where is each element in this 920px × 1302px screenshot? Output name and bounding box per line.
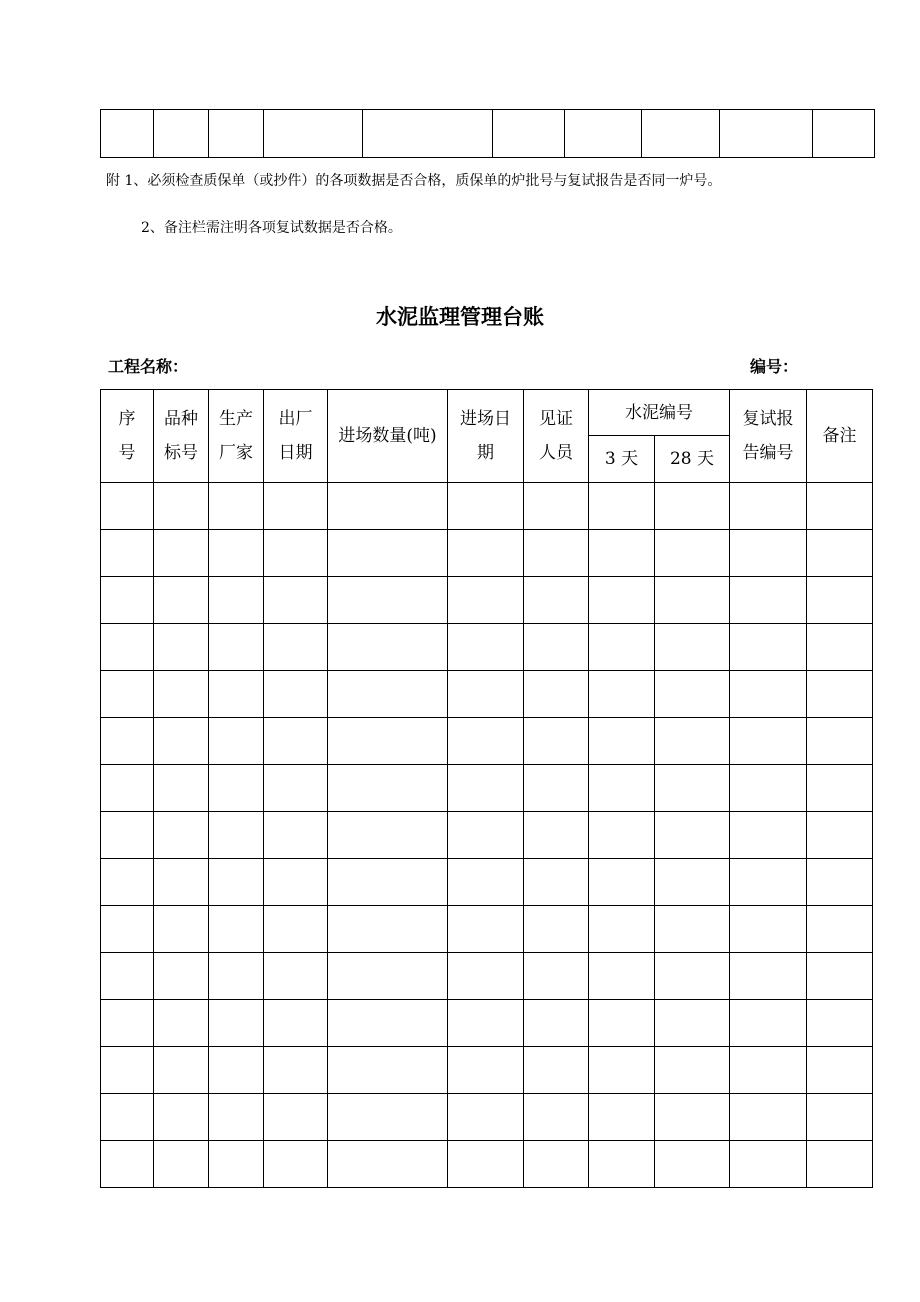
table-cell: [807, 530, 873, 577]
number-label: 编号：: [750, 357, 799, 376]
table-cell: [101, 530, 154, 577]
table-cell: [589, 812, 655, 859]
table-cell: [655, 953, 730, 1000]
table-row: [101, 718, 873, 765]
table-cell: [524, 765, 589, 812]
table-row: [101, 1047, 873, 1094]
table-cell: [328, 624, 448, 671]
header-28-day: 28 天: [655, 436, 730, 483]
table-cell: [209, 718, 264, 765]
table-cell: [101, 577, 154, 624]
table-cell: [154, 530, 209, 577]
table-cell: [209, 1047, 264, 1094]
table-cell: [807, 812, 873, 859]
table-cell: [209, 906, 264, 953]
table-cell: [524, 483, 589, 530]
table-cell: [209, 577, 264, 624]
table-cell: [264, 812, 328, 859]
header-quantity: 进场数量(吨): [328, 390, 448, 483]
header-cement-no: 水泥编号: [589, 390, 730, 436]
table-cell: [154, 671, 209, 718]
table-cell: [524, 577, 589, 624]
cement-ledger-table: [100, 389, 873, 1188]
table-cell: [524, 671, 589, 718]
table-cell: [264, 1141, 328, 1188]
table-cell: [524, 953, 589, 1000]
table-cell: [589, 624, 655, 671]
table-cell: [264, 765, 328, 812]
table-cell: [807, 1047, 873, 1094]
table-cell: [730, 577, 807, 624]
table-cell: [655, 812, 730, 859]
table-cell: [264, 718, 328, 765]
table-cell: [264, 1047, 328, 1094]
table-cell: [807, 624, 873, 671]
table-cell: [264, 1094, 328, 1141]
table-cell: [328, 530, 448, 577]
table-cell: [264, 671, 328, 718]
table-cell: [448, 906, 524, 953]
table-cell: [154, 1000, 209, 1047]
table-cell: [589, 1047, 655, 1094]
table-cell: [328, 906, 448, 953]
table-cell: [328, 1094, 448, 1141]
table-cell: [209, 530, 264, 577]
table-cell: [730, 671, 807, 718]
table-cell: [101, 671, 154, 718]
header-seq: 序 号: [101, 390, 154, 483]
table-cell: [524, 718, 589, 765]
table-cell: [730, 718, 807, 765]
table-cell: [448, 483, 524, 530]
table-cell: [730, 859, 807, 906]
table-cell: [328, 718, 448, 765]
table-cell: [154, 1094, 209, 1141]
table-cell: [448, 1047, 524, 1094]
table-cell: [524, 1047, 589, 1094]
table-cell: [209, 624, 264, 671]
table-cell: [589, 906, 655, 953]
table-cell: [655, 859, 730, 906]
note-1: 附 1、必须检查质保单（或抄件）的各项数据是否合格，质保单的炉批号与复试报告是否同一炉号。: [106, 173, 722, 189]
table-cell: [448, 1000, 524, 1047]
header-row: [101, 390, 873, 436]
table-cell: [328, 765, 448, 812]
table-cell: [101, 765, 154, 812]
table-cell: [807, 1094, 873, 1141]
table-row: [101, 953, 873, 1000]
header-witness: 见证 人员: [524, 390, 589, 483]
table-cell: [154, 859, 209, 906]
table-cell: [524, 906, 589, 953]
note-2: 2、备注栏需注明各项复试数据是否合格。: [141, 220, 402, 236]
table-cell: [101, 1094, 154, 1141]
table-row: [101, 859, 873, 906]
table-cell: [101, 1047, 154, 1094]
table-cell: [264, 577, 328, 624]
table-row: [101, 765, 873, 812]
table-cell: [101, 483, 154, 530]
table-cell: [264, 906, 328, 953]
table-cell: [154, 812, 209, 859]
table-cell: [328, 1047, 448, 1094]
table-cell: [655, 1141, 730, 1188]
table-cell: [264, 530, 328, 577]
table-cell: [807, 718, 873, 765]
table-cell: [589, 953, 655, 1000]
header-variety: 品种 标号: [154, 390, 209, 483]
table-cell: [209, 1000, 264, 1047]
table-cell: [524, 1094, 589, 1141]
table-row: [101, 110, 875, 158]
table-cell: [807, 1141, 873, 1188]
table-cell: [101, 812, 154, 859]
table-cell: [209, 859, 264, 906]
table-cell: [328, 671, 448, 718]
table-row: [101, 483, 873, 530]
table-cell: [448, 624, 524, 671]
table-cell: [655, 530, 730, 577]
table-cell: [448, 953, 524, 1000]
table-cell: [448, 765, 524, 812]
table-cell: [154, 577, 209, 624]
table-cell: [730, 765, 807, 812]
table-cell: [589, 765, 655, 812]
table-cell: [730, 1047, 807, 1094]
table-row: [101, 577, 873, 624]
table-row: [101, 624, 873, 671]
table-cell: [589, 718, 655, 765]
table-cell: [101, 718, 154, 765]
table-cell: [807, 671, 873, 718]
table-cell: [655, 718, 730, 765]
table-cell: [524, 530, 589, 577]
table-row: [101, 906, 873, 953]
table-cell: [209, 483, 264, 530]
table-cell: [154, 624, 209, 671]
table-cell: [448, 671, 524, 718]
table-cell: [448, 859, 524, 906]
table-cell: [524, 1000, 589, 1047]
table-cell: [264, 483, 328, 530]
table-cell: [655, 483, 730, 530]
table-cell: [448, 577, 524, 624]
table-cell: [209, 1094, 264, 1141]
table-cell: [209, 953, 264, 1000]
table-cell: [154, 953, 209, 1000]
table-cell: [154, 1047, 209, 1094]
table-cell: [655, 671, 730, 718]
table-cell: [589, 671, 655, 718]
table-cell: [589, 859, 655, 906]
table-cell: [328, 953, 448, 1000]
table-cell: [655, 577, 730, 624]
table-cell: [730, 530, 807, 577]
table-cell: [101, 624, 154, 671]
table-cell: [730, 906, 807, 953]
table-cell: [101, 859, 154, 906]
table-row: [101, 1094, 873, 1141]
table-cell: [154, 906, 209, 953]
header-factory-date: 出厂 日期: [264, 390, 328, 483]
table-row: [101, 1000, 873, 1047]
table-cell: [589, 1094, 655, 1141]
table-cell: [101, 953, 154, 1000]
table-cell: [328, 1141, 448, 1188]
table-cell: [730, 812, 807, 859]
table-cell: [730, 1141, 807, 1188]
header-3-day: 3 天: [589, 436, 655, 483]
table-cell: [264, 624, 328, 671]
table-cell: [264, 859, 328, 906]
table-cell: [730, 483, 807, 530]
table-cell: [730, 624, 807, 671]
table-cell: [655, 906, 730, 953]
previous-table-fragment: [100, 109, 875, 158]
table-cell: [209, 812, 264, 859]
table-cell: [209, 1141, 264, 1188]
table-cell: [154, 765, 209, 812]
table-cell: [448, 1094, 524, 1141]
table-row: [101, 812, 873, 859]
table-cell: [328, 859, 448, 906]
table-cell: [655, 1047, 730, 1094]
table-cell: [807, 483, 873, 530]
table-cell: [448, 1141, 524, 1188]
table-cell: [524, 1141, 589, 1188]
header-remark: 备注: [807, 390, 873, 483]
table-cell: [524, 859, 589, 906]
table-cell: [730, 1094, 807, 1141]
table-cell: [655, 1000, 730, 1047]
table-row: [101, 530, 873, 577]
table-cell: [264, 1000, 328, 1047]
table-cell: [589, 1000, 655, 1047]
table-cell: [589, 1141, 655, 1188]
table-cell: [448, 530, 524, 577]
table-cell: [154, 718, 209, 765]
table-row: [101, 671, 873, 718]
table-cell: [154, 483, 209, 530]
table-cell: [807, 906, 873, 953]
table-cell: [730, 953, 807, 1000]
table-cell: [730, 1000, 807, 1047]
table-cell: [524, 812, 589, 859]
table-cell: [807, 953, 873, 1000]
table-cell: [589, 530, 655, 577]
table-cell: [589, 577, 655, 624]
table-cell: [807, 1000, 873, 1047]
table-cell: [655, 624, 730, 671]
project-name-label: 工程名称：: [108, 357, 189, 376]
table-cell: [807, 577, 873, 624]
header-entry-date: 进场日 期: [448, 390, 524, 483]
table-cell: [655, 765, 730, 812]
table-cell: [448, 812, 524, 859]
table-cell: [101, 1141, 154, 1188]
table-cell: [807, 765, 873, 812]
table-cell: [328, 812, 448, 859]
table-row: [101, 1141, 873, 1188]
header-manufacturer: 生产 厂家: [209, 390, 264, 483]
table-cell: [209, 765, 264, 812]
table-cell: [589, 483, 655, 530]
table-cell: [328, 483, 448, 530]
table-cell: [524, 624, 589, 671]
table-cell: [328, 577, 448, 624]
table-cell: [328, 1000, 448, 1047]
table-cell: [154, 1141, 209, 1188]
table-cell: [101, 1000, 154, 1047]
header-retest-no: 复试报 告编号: [730, 390, 807, 483]
table-cell: [264, 953, 328, 1000]
table-cell: [807, 859, 873, 906]
table-cell: [655, 1094, 730, 1141]
table-cell: [209, 671, 264, 718]
table-cell: [101, 906, 154, 953]
table-cell: [448, 718, 524, 765]
page-title: 水泥监理管理台账: [376, 305, 544, 329]
